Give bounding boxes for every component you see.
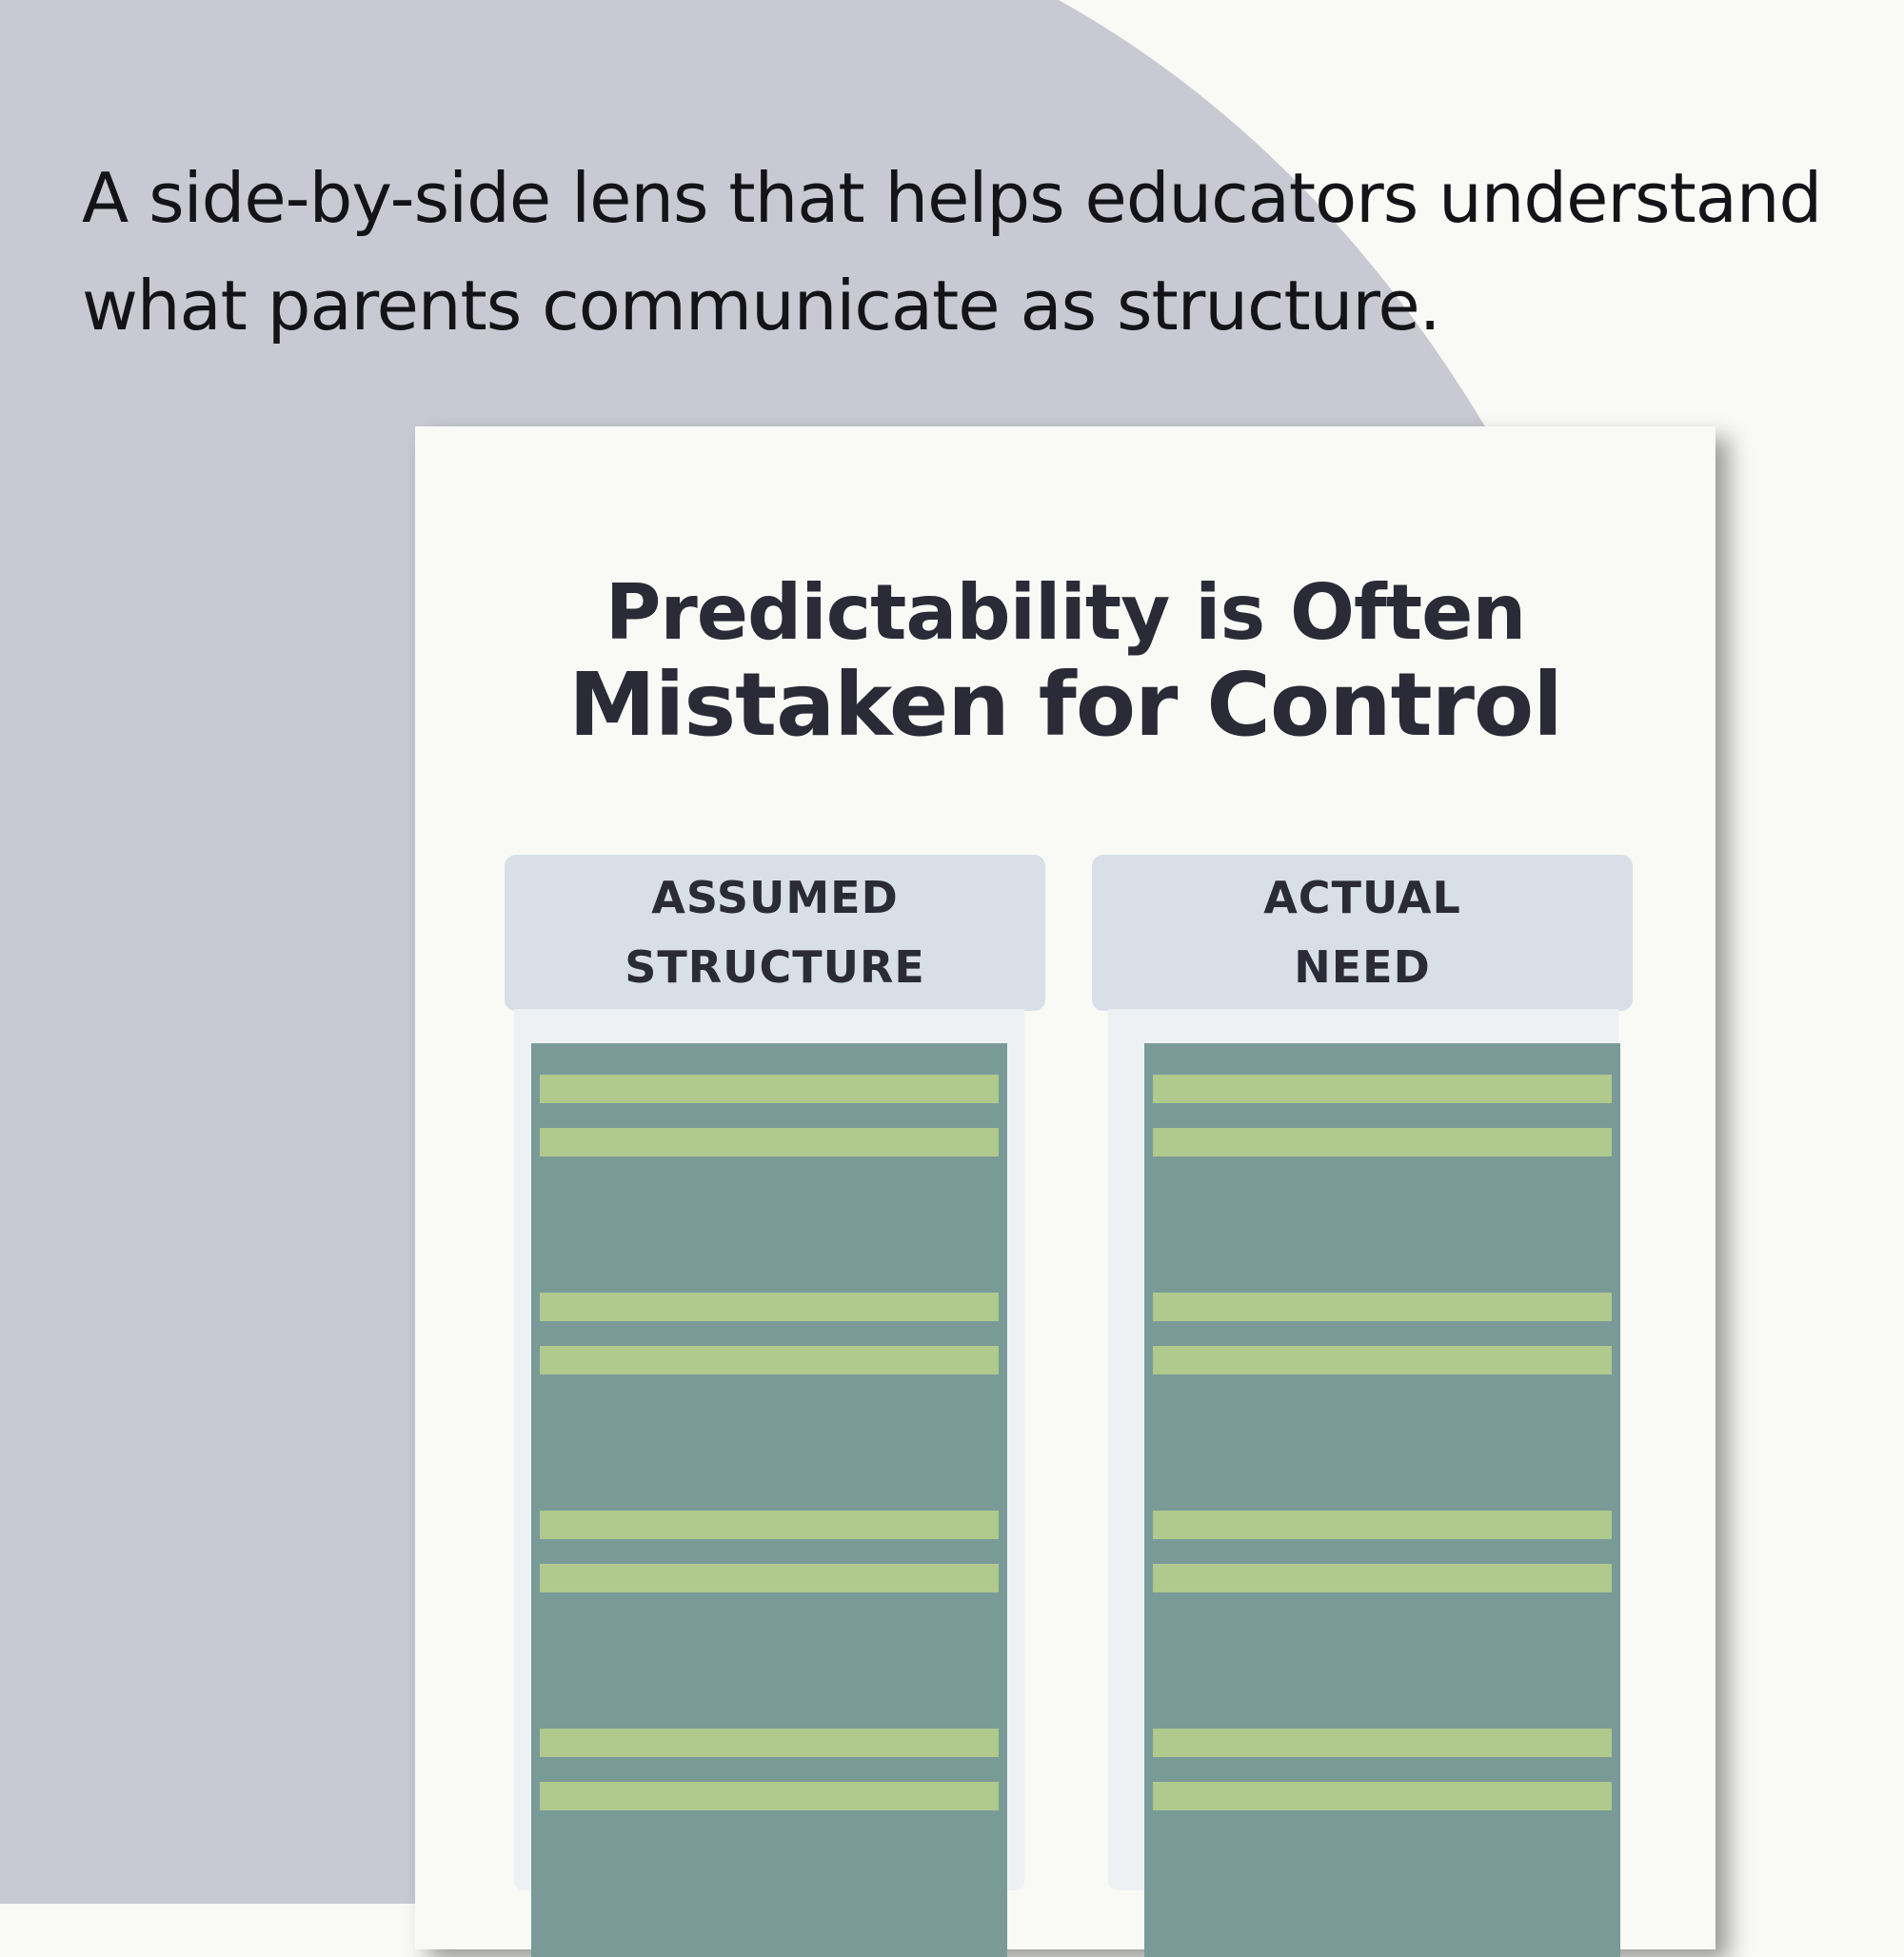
placeholder-bar — [540, 1511, 999, 1539]
placeholder-bar — [540, 1729, 999, 1757]
card-title-line-1: Predictability is Often — [605, 568, 1526, 657]
column-header-actual-need — [1092, 855, 1633, 1011]
placeholder-bar — [1153, 1128, 1612, 1156]
column-body-assumed-structure — [531, 1043, 1007, 1957]
placeholder-bar — [540, 1075, 999, 1103]
intro-text: A side-by-side lens that helps educators understand what parents communicate as structure. — [82, 158, 1822, 346]
placeholder-bar — [1153, 1729, 1612, 1757]
column-header-label: ACTUAL — [1263, 872, 1461, 923]
placeholder-bar — [540, 1128, 999, 1156]
placeholder-bar — [540, 1346, 999, 1374]
placeholder-bar — [1153, 1346, 1612, 1374]
placeholder-bar — [1153, 1782, 1612, 1810]
column-header-label: STRUCTURE — [625, 941, 925, 993]
placeholder-bar — [1153, 1511, 1612, 1539]
placeholder-bar — [540, 1293, 999, 1321]
placeholder-bar — [1153, 1075, 1612, 1103]
column-header-label: NEED — [1294, 941, 1431, 993]
placeholder-bar — [1153, 1293, 1612, 1321]
infographic-card — [415, 426, 1716, 1949]
placeholder-bar — [540, 1564, 999, 1592]
placeholder-bar — [1153, 1564, 1612, 1592]
placeholder-bar — [540, 1782, 999, 1810]
column-body-actual-need — [1144, 1043, 1620, 1957]
column-header-assumed-structure — [505, 855, 1045, 1011]
card-title — [415, 569, 1716, 754]
card-title-line-2: Mistaken for Control — [568, 654, 1562, 756]
column-header-label: ASSUMED — [651, 872, 899, 923]
